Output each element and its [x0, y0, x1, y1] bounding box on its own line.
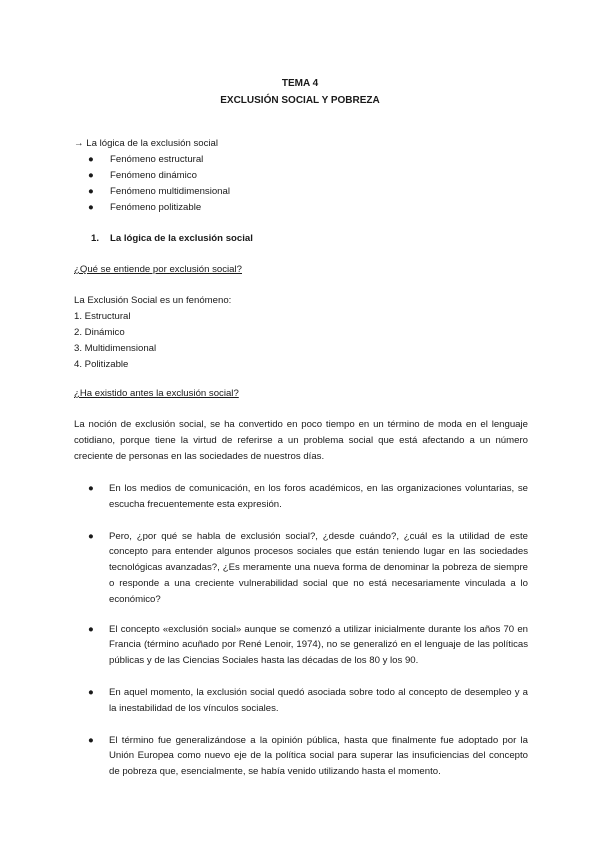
bullet-icon: ●	[88, 623, 94, 635]
bullet-icon: ●	[88, 734, 94, 746]
question-heading: ¿Qué se entiende por exclusión social?	[74, 264, 242, 275]
question-heading: ¿Ha existido antes la exclusión social?	[74, 388, 239, 399]
bullet-text: En los medios de comunicación, en los foros académicos, en las organizaciones voluntarias, se escucha frecuentemente esta expresión.	[109, 483, 528, 510]
bullet-icon: ●	[88, 186, 94, 197]
bullet-icon: ●	[88, 170, 94, 181]
outline-lead: → La lógica de la exclusión social	[74, 138, 218, 149]
bullet-icon: ●	[88, 686, 94, 698]
outline-item	[74, 184, 534, 200]
bullet-paragraph	[74, 685, 528, 717]
document-title: EXCLUSIÓN SOCIAL Y POBREZA	[220, 95, 380, 106]
outline-block	[74, 136, 534, 216]
bullet-paragraph	[74, 529, 528, 608]
definition-block	[74, 293, 534, 373]
document-title-topic: TEMA 4	[281, 78, 319, 89]
bullet-icon: ●	[88, 483, 94, 494]
outline-item	[74, 200, 534, 216]
intro-paragraph: La noción de exclusión social, se ha convertido en poco tiempo en un término de moda en el lenguaje cotidiano, porque tiene la virtud de referirse a un problema social que está afectando a un número creciente de personas en las sociedades de nuestros días.	[74, 419, 528, 462]
bullet-text: En aquel momento, la exclusión social quedó asociada sobre todo al concepto de desempleo y a la inestabilidad de los vínculos sociales.	[109, 686, 528, 714]
bullet-icon: ●	[88, 202, 94, 213]
definition-list-item: 1. Estructural	[74, 311, 131, 322]
bullet-icon: ●	[88, 530, 94, 542]
definition-list-item: 3. Multidimensional	[74, 343, 157, 354]
section-number: 1.	[91, 233, 100, 244]
outline-item-text: Fenómeno multidimensional	[110, 186, 230, 197]
outline-item-text: Fenómeno dinámico	[110, 170, 197, 181]
definition-intro: La Exclusión Social es un fenómeno:	[74, 295, 232, 306]
section-heading	[91, 231, 253, 247]
bullet-list	[74, 481, 528, 796]
outline-item-text: Fenómeno politizable	[110, 202, 202, 213]
bullet-text: El concepto «exclusión social» aunque se comenzó a utilizar inicialmente durante los años 70 en Francia (término acuñado por René Lenoir, 1974), no se generalizó en el lenguaje de las políticas públicas y de las Ciencias Sociales hasta las décadas de los 80 y los 90.	[109, 623, 528, 667]
bullet-paragraph	[74, 481, 528, 513]
definition-list-item: 2. Dinámico	[74, 327, 125, 338]
bullet-paragraph	[74, 733, 528, 780]
definition-list-item: 4. Politizable	[74, 359, 129, 370]
bullet-paragraph	[74, 622, 528, 669]
bullet-text: El término fue generalizándose a la opinión pública, hasta que finalmente fue adoptado por la Unión Europea como nuevo eje de la política social para superar las insuficiencias del concepto de pobreza que, esencialmente, se había venido utilizando hasta el momento.	[109, 734, 528, 778]
outline-item	[74, 152, 534, 168]
bullet-text: Pero, ¿por qué se habla de exclusión social?, ¿desde cuándo?, ¿cuál es la utilidad de este concepto para entender algunos procesos sociales que están teniendo lugar en las sociedades tecnológicas avanzadas?, ¿Es meramente una nueva forma de denominar la pobreza de siempre o responde a una creciente vulnerabilidad social que no está necesariamente vinculada a lo económico?	[109, 530, 528, 605]
outline-item	[74, 168, 534, 184]
bullet-icon: ●	[88, 154, 94, 165]
section-title: La lógica de la exclusión social	[110, 233, 253, 244]
outline-item-text: Fenómeno estructural	[110, 154, 204, 165]
